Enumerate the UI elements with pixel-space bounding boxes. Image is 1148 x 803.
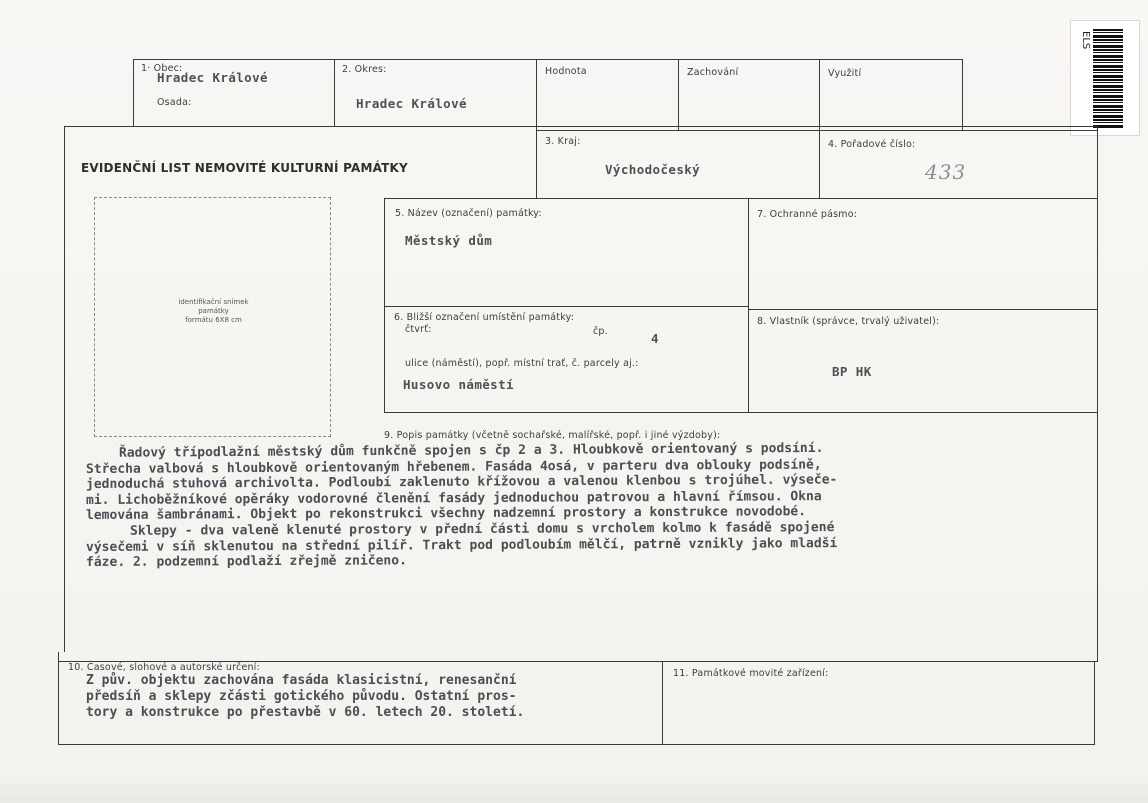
- ulice-value: Husovo náměstí: [403, 377, 514, 392]
- popis-label: 9. Popis památky (včetně sochařské, malířské, popř. i jiné výzdoby):: [384, 430, 721, 441]
- rule: [64, 126, 1098, 127]
- popis-line: Řadový třípodlažní městský dům funkčně spojen s čp 2 a 3. Hloubkově orientovaný s podsíní.: [118, 440, 824, 461]
- poradove-cislo-value: 433: [925, 160, 967, 184]
- popis-line: jednoduchá stuhová archivolta. Podloubí zaklenuto křížovou a valenou klenbou s trojúhel. výseče-: [85, 472, 838, 493]
- rule: [133, 59, 134, 126]
- rule: [384, 198, 385, 412]
- rule: [536, 130, 1098, 131]
- urceni-line: Z pův. objektu zachována fasáda klasicistní, renesanční: [86, 673, 517, 688]
- barcode-sticker: [1070, 20, 1140, 136]
- form-title: EVIDENČNÍ LIST NEMOVITÉ KULTURNÍ PAMÁTKY: [81, 161, 408, 175]
- vlastnik-value: BP HK: [832, 364, 872, 379]
- rule: [384, 412, 1098, 413]
- popis-line: výsečemi v síň sklenutou na střední pilíř. Trakt pod podloubím mělčí, patrně vznikly jako mladší: [85, 535, 838, 555]
- rule: [748, 198, 749, 412]
- nazev-value: Městský dům: [405, 233, 493, 248]
- obec-label: 1· Obec:: [141, 63, 183, 74]
- popis-line: fáze. 2. podzemní podlaží zřejmě zničeno.: [85, 553, 407, 571]
- rule: [662, 661, 663, 744]
- photo-caption-line: památky: [198, 307, 229, 315]
- photo-caption-line: identifikační snímek: [178, 298, 249, 306]
- rule: [133, 59, 963, 60]
- urceni-label: 10. Časové, slohové a autorské určení:: [68, 662, 260, 673]
- rule: [1094, 661, 1095, 744]
- photo-placeholder: [94, 197, 331, 437]
- zachovani-label: Zachování: [687, 67, 739, 78]
- rule: [58, 652, 59, 744]
- popis-text: [85, 440, 1066, 571]
- rule: [536, 59, 537, 198]
- popis-line: Sklepy - dva valeně klenuté prostory v přední části domu s vrcholem kolmo k fasádě spojené: [129, 520, 835, 539]
- ulice-label: ulice (náměstí), popř. místní trať, č. parcely aj.:: [405, 358, 639, 369]
- okres-label: 2. Okres:: [342, 64, 387, 75]
- poradove-cislo-label: 4. Pořadové číslo:: [828, 139, 916, 150]
- popis-line: lemována šambránami. Objekt po rekonstrukci všechny nadzemní prostory a konstrukce novodobé.: [85, 504, 807, 524]
- rule: [334, 59, 335, 126]
- okres-value: Hradec Králové: [356, 96, 467, 111]
- rule: [678, 59, 679, 130]
- barcode-icon: [1093, 29, 1123, 129]
- kraj-label: 3. Kraj:: [545, 136, 581, 147]
- rule: [748, 309, 1098, 310]
- urceni-line: předsíň a sklepy zčásti gotického původu. Ostatní pros-: [86, 689, 517, 704]
- rule: [384, 306, 748, 307]
- rule: [384, 198, 1098, 199]
- sticker-code: ELS: [1080, 31, 1091, 50]
- popis-line: mi. Lichoběžníkové opěráky vodorovné členění fasády jednoduchou patrovou a hlavní římsou. Okna: [85, 488, 822, 508]
- vyuziti-label: Využití: [828, 68, 862, 79]
- nazev-label: 5. Název (označení) památky:: [395, 208, 542, 219]
- osada-label: Osada:: [157, 97, 192, 108]
- cp-value: 4: [651, 331, 659, 346]
- ctvrt-label: čtvrť:: [405, 324, 432, 335]
- page-bottom-edge: [0, 770, 1148, 803]
- obec-value: Hradec Králové: [157, 70, 268, 85]
- rule: [962, 59, 963, 130]
- rule: [819, 59, 820, 198]
- hodnota-label: Hodnota: [545, 66, 587, 77]
- umisteni-label: 6. Bližší označení umístění památky:: [394, 312, 575, 323]
- urceni-line: tory a konstrukce po přestavbě v 60. letech 20. století.: [86, 705, 525, 720]
- rule: [1097, 126, 1098, 661]
- vlastnik-label: 8. Vlastník (správce, trvalý uživatel):: [757, 316, 940, 327]
- cp-label: čp.: [593, 326, 608, 337]
- ochranne-pasmo-label: 7. Ochranné pásmo:: [757, 209, 858, 220]
- photo-caption-line: formátu 6X8 cm: [185, 316, 242, 324]
- movite-zarizeni-label: 11. Památkové movité zařízení:: [673, 668, 829, 679]
- popis-line: Střecha valbová s hloubkově orientovaným hřebenem. Fasáda 4osá, v parteru dva oblouky podsíně,: [85, 457, 822, 477]
- rule: [64, 126, 65, 652]
- rule: [58, 744, 1095, 745]
- urceni-text: [86, 673, 524, 721]
- photo-caption: [95, 298, 332, 325]
- kraj-value: Východočeský: [605, 162, 701, 177]
